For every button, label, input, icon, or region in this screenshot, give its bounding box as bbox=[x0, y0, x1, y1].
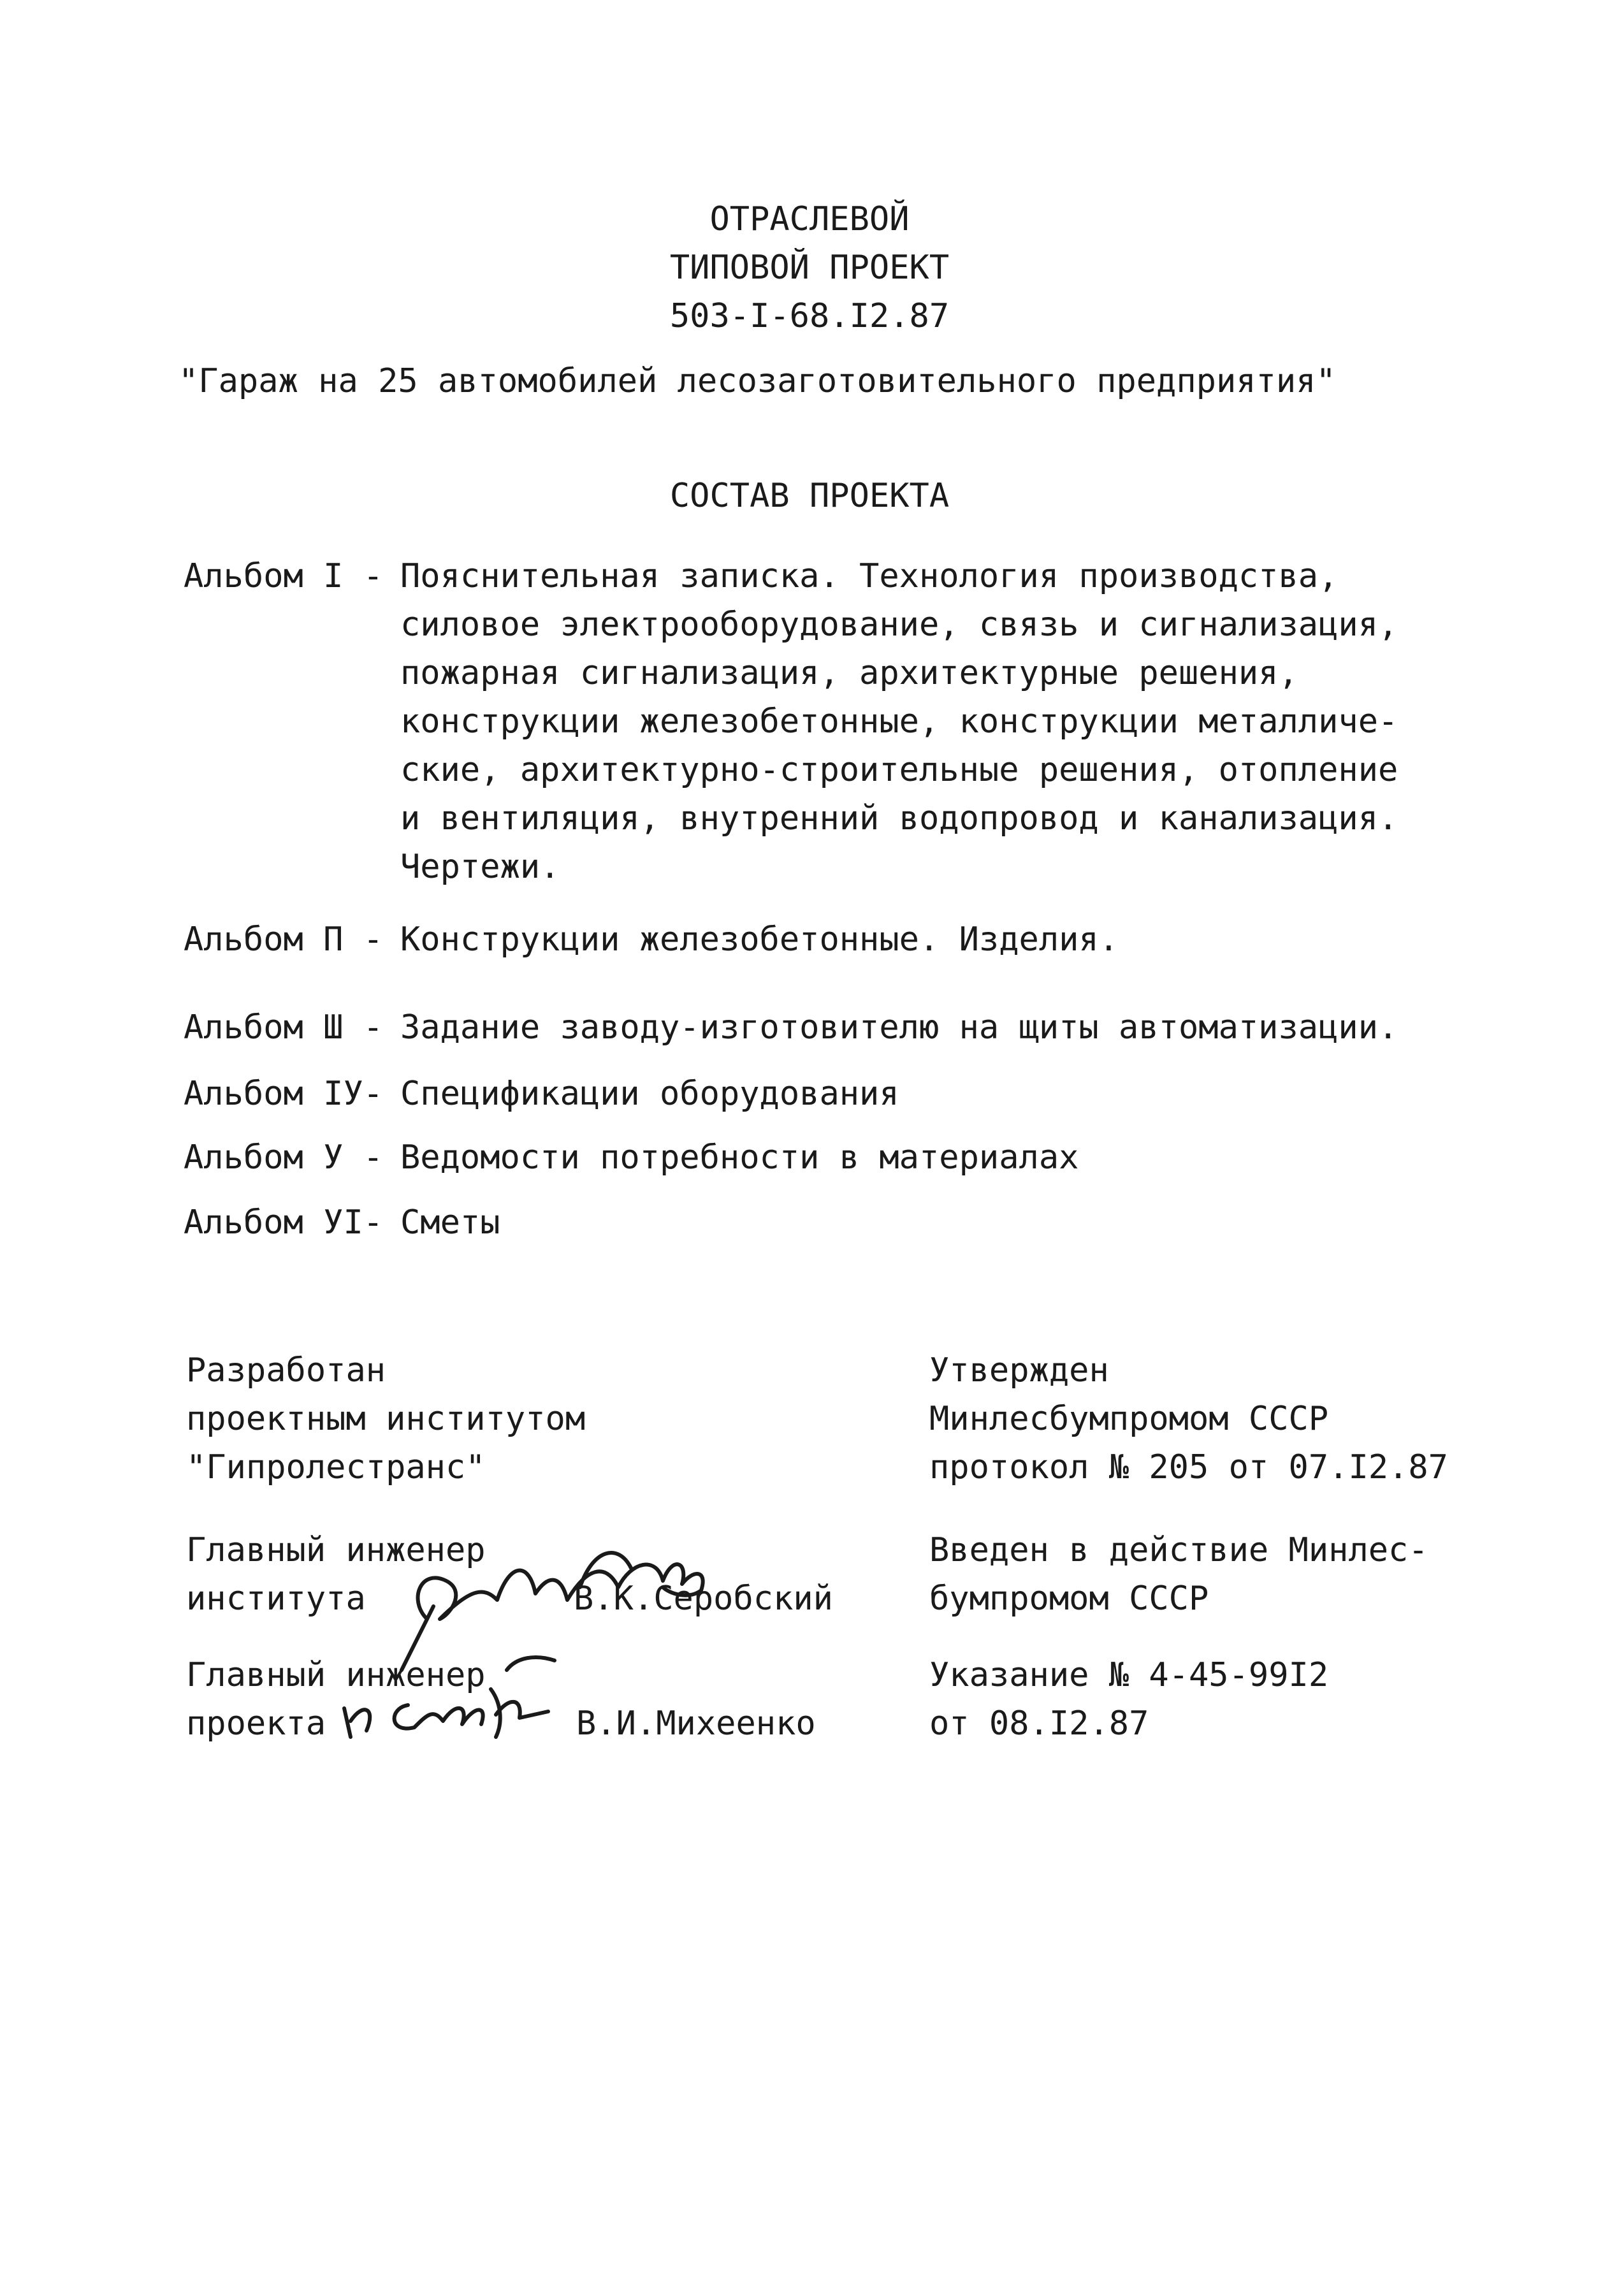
chief-engineer-project-label: проекта bbox=[186, 1704, 326, 1743]
album-line: Чертежи. bbox=[400, 848, 560, 886]
header-line-1: ОТРАСЛЕВОЙ bbox=[709, 200, 910, 238]
chief-engineer-project-name: В.И.Михеенко bbox=[576, 1704, 816, 1743]
album-label: Альбом I - bbox=[184, 557, 384, 595]
album-line: Спецификации оборудования bbox=[400, 1075, 899, 1113]
header-line-2: ТИПОВОЙ ПРОЕКТ bbox=[669, 249, 950, 287]
album-line: Ведомости потребности в материалах bbox=[400, 1138, 1079, 1177]
enacted-line-1: Введен в действие Минлес- bbox=[929, 1531, 1428, 1569]
developed-line-1: Разработан bbox=[186, 1351, 386, 1390]
directive-line-2: от 08.I2.87 bbox=[929, 1704, 1149, 1743]
album-label: Альбом П - bbox=[184, 920, 384, 959]
approved-line-3: протокол № 205 от 07.I2.87 bbox=[929, 1448, 1448, 1486]
album-line: конструкции железобетонные, конструкции металличе- bbox=[400, 702, 1398, 741]
signature-miheenko bbox=[331, 1645, 574, 1747]
album-label: Альбом IУ- bbox=[184, 1075, 384, 1113]
directive-line-1: Указание № 4-45-99I2 bbox=[929, 1656, 1329, 1694]
project-number: 503-I-68.I2.87 bbox=[669, 297, 950, 335]
album-label: Альбом У - bbox=[184, 1138, 384, 1177]
chief-engineer-project-title: Главный инженер bbox=[186, 1656, 486, 1694]
album-line: Пояснительная записка. Технология производства, bbox=[400, 557, 1339, 595]
album-line: Конструкции железобетонные. Изделия. bbox=[400, 920, 1119, 959]
album-line: Задание заводу-изготовителю на щиты автоматизации. bbox=[400, 1008, 1398, 1047]
developed-line-3: "Гипролестранс" bbox=[186, 1448, 486, 1486]
album-line: Сметы bbox=[400, 1203, 500, 1242]
project-title: "Гараж на 25 автомобилей лесозаготовительного предприятия" bbox=[178, 362, 1336, 400]
approved-line-1: Утвержден bbox=[929, 1351, 1109, 1390]
album-label: Альбом Ш - bbox=[184, 1008, 384, 1047]
composition-heading: СОСТАВ ПРОЕКТА bbox=[669, 477, 950, 515]
developed-line-2: проектным институтом bbox=[186, 1400, 586, 1438]
chief-engineer-institute-name: В.К.Серобский bbox=[574, 1580, 833, 1618]
album-line: ские, архитектурно-строительные решения, отопление bbox=[400, 751, 1398, 789]
album-line: силовое электрооборудование, связь и сигнализация, bbox=[400, 606, 1398, 644]
approved-line-2: Минлесбумпромом СССР bbox=[929, 1400, 1329, 1438]
chief-engineer-institute-label: института bbox=[186, 1580, 366, 1618]
album-label: Альбом УI- bbox=[184, 1203, 384, 1242]
album-line: и вентиляция, внутренний водопровод и канализация. bbox=[400, 799, 1398, 838]
album-line: пожарная сигнализация, архитектурные решения, bbox=[400, 654, 1298, 692]
chief-engineer-institute-title: Главный инженер bbox=[186, 1531, 486, 1569]
enacted-line-2: бумпромом СССР bbox=[929, 1580, 1209, 1618]
